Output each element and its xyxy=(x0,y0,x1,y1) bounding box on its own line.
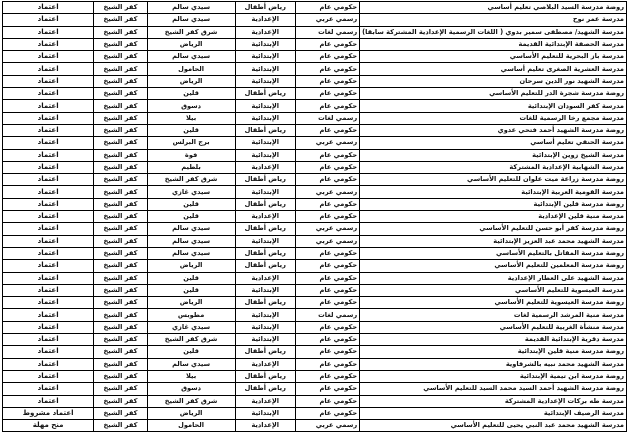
governorate-cell: كفر الشيخ xyxy=(94,38,147,50)
school-name-cell: مدرسة طه بركات الإعدادية المشتركة xyxy=(360,395,627,407)
governorate-cell: كفر الشيخ xyxy=(94,370,147,382)
table-row xyxy=(3,334,627,346)
school-type-cell: رسمي عربي xyxy=(296,420,360,432)
district-cell: سيدي سالم xyxy=(147,14,235,26)
school-name-cell: روضة مدرسة المقاتل بالتعليم الأساسي xyxy=(360,247,627,259)
accreditation-status-cell: اعتماد xyxy=(3,38,94,50)
stage-cell: رياض أطفال xyxy=(235,198,296,210)
district-cell: قلين xyxy=(147,211,235,223)
governorate-cell: كفر الشيخ xyxy=(94,2,147,14)
stage-cell: الإبتدائية xyxy=(235,284,296,296)
district-cell: الرياض xyxy=(147,297,235,309)
governorate-cell: كفر الشيخ xyxy=(94,124,147,136)
district-cell: سيدي غازي xyxy=(147,186,235,198)
district-cell: قلين xyxy=(147,88,235,100)
school-name-cell: مدرسة الشهابية الإعدادية المشتركة xyxy=(360,161,627,173)
governorate-cell: كفر الشيخ xyxy=(94,297,147,309)
stage-cell: الإعدادية xyxy=(235,272,296,284)
governorate-cell: كفر الشيخ xyxy=(94,284,147,296)
table-row xyxy=(3,161,627,173)
school-name-cell: مدرسة العيسوية للتعليم الأساسي xyxy=(360,284,627,296)
table-row xyxy=(3,346,627,358)
school-name-cell: روضة مدرسة كفر أبو حسن للتعليم الأساسي xyxy=(360,223,627,235)
school-type-cell: حكومي عام xyxy=(296,161,360,173)
school-type-cell: حكومي عام xyxy=(296,321,360,333)
governorate-cell: كفر الشيخ xyxy=(94,260,147,272)
table-row xyxy=(3,272,627,284)
governorate-cell: كفر الشيخ xyxy=(94,174,147,186)
accreditation-status-cell: اعتماد xyxy=(3,161,94,173)
accreditation-status-cell: اعتماد xyxy=(3,370,94,382)
accreditation-status-cell: اعتماد xyxy=(3,100,94,112)
school-type-cell: حكومي عام xyxy=(296,284,360,296)
school-type-cell: رسمي لغات xyxy=(296,112,360,124)
stage-cell: رياض أطفال xyxy=(235,2,296,14)
governorate-cell: كفر الشيخ xyxy=(94,383,147,395)
table-row xyxy=(3,235,627,247)
district-cell: بيلا xyxy=(147,112,235,124)
accreditation-status-cell: اعتماد xyxy=(3,383,94,395)
accreditation-status-cell: اعتماد xyxy=(3,321,94,333)
table-row xyxy=(3,88,627,100)
stage-cell: الإعدادية xyxy=(235,161,296,173)
table-body xyxy=(3,2,627,432)
accreditation-status-cell: اعتماد xyxy=(3,124,94,136)
school-type-cell: حكومي عام xyxy=(296,358,360,370)
table-row xyxy=(3,395,627,407)
governorate-cell: كفر الشيخ xyxy=(94,161,147,173)
stage-cell: الإبتدائية xyxy=(235,186,296,198)
district-cell: قلين xyxy=(147,272,235,284)
governorate-cell: كفر الشيخ xyxy=(94,334,147,346)
stage-cell: رياض أطفال xyxy=(235,247,296,259)
school-type-cell: حكومي عام xyxy=(296,395,360,407)
district-cell: شرق كفر الشيخ xyxy=(147,26,235,38)
governorate-cell: كفر الشيخ xyxy=(94,395,147,407)
school-name-cell: مدرسة الشهيد نور الدين سرحان xyxy=(360,75,627,87)
district-cell: شرق كفر الشيخ xyxy=(147,334,235,346)
governorate-cell: كفر الشيخ xyxy=(94,272,147,284)
school-name-cell: مدرسة منشأة الغربية للتعليم الأساسي xyxy=(360,321,627,333)
accreditation-status-cell: اعتماد xyxy=(3,334,94,346)
governorate-cell: كفر الشيخ xyxy=(94,88,147,100)
school-type-cell: حكومي عام xyxy=(296,334,360,346)
accreditation-status-cell: اعتماد xyxy=(3,63,94,75)
school-type-cell: حكومي عام xyxy=(296,88,360,100)
stage-cell: الإعدادية xyxy=(235,395,296,407)
district-cell: الحامول xyxy=(147,63,235,75)
accreditation-status-cell: اعتماد xyxy=(3,51,94,63)
school-name-cell: مدرسة عمر نوح xyxy=(360,14,627,26)
stage-cell: الإبتدائية xyxy=(235,407,296,419)
accreditation-status-cell: اعتماد xyxy=(3,112,94,124)
table-row xyxy=(3,247,627,259)
school-name-cell: مدرسة الشهيد على العطار الإعدادية xyxy=(360,272,627,284)
stage-cell: رياض أطفال xyxy=(235,260,296,272)
district-cell: سيدي سالم xyxy=(147,247,235,259)
district-cell: قلين xyxy=(147,198,235,210)
stage-cell: الإبتدائية xyxy=(235,63,296,75)
table-row xyxy=(3,186,627,198)
table-row xyxy=(3,407,627,419)
school-type-cell: حكومي عام xyxy=(296,75,360,87)
table-row xyxy=(3,174,627,186)
school-name-cell: مدرسة دقرية الإبتدائية القديمة xyxy=(360,334,627,346)
school-type-cell: حكومي عام xyxy=(296,174,360,186)
accreditation-status-cell: اعتماد xyxy=(3,14,94,26)
district-cell: بيلا xyxy=(147,370,235,382)
stage-cell: رياض أطفال xyxy=(235,174,296,186)
school-name-cell: روضة مدرسة السيد البلاصي تعليم أساسي xyxy=(360,2,627,14)
accreditation-status-cell: اعتماد xyxy=(3,235,94,247)
table-row xyxy=(3,38,627,50)
school-type-cell: حكومي عام xyxy=(296,38,360,50)
school-name-cell: مدرسة الشيخ زوين الإبتدائية xyxy=(360,149,627,161)
school-type-cell: حكومي عام xyxy=(296,2,360,14)
schools-accreditation-table xyxy=(2,1,627,432)
school-name-cell: روضة مدرسة قلين الإبتدائية xyxy=(360,198,627,210)
stage-cell: الإبتدائية xyxy=(235,100,296,112)
school-type-cell: حكومي عام xyxy=(296,272,360,284)
school-type-cell: حكومي عام xyxy=(296,149,360,161)
stage-cell: الإعدادية xyxy=(235,26,296,38)
stage-cell: الإبتدائية xyxy=(235,321,296,333)
accreditation-status-cell: اعتماد xyxy=(3,284,94,296)
school-name-cell: روضة مدرسة المعلمين للتعليم الأساسي xyxy=(360,260,627,272)
school-type-cell: حكومي عام xyxy=(296,124,360,136)
stage-cell: رياض أطفال xyxy=(235,223,296,235)
school-name-cell: مدرسة الشهيد محمد عبد العزيز الإبتدائية xyxy=(360,235,627,247)
governorate-cell: كفر الشيخ xyxy=(94,358,147,370)
school-name-cell: مدرسة الحصفة الإبتدائية القديمة xyxy=(360,38,627,50)
district-cell: دسوق xyxy=(147,100,235,112)
accreditation-status-cell: اعتماد xyxy=(3,260,94,272)
table-row xyxy=(3,100,627,112)
school-type-cell: حكومي عام xyxy=(296,100,360,112)
table-row xyxy=(3,383,627,395)
school-name-cell: روضة مدرسة زراعة ميت علوان للتعليم الأساسي xyxy=(360,174,627,186)
stage-cell: الإبتدائية xyxy=(235,309,296,321)
school-name-cell: مدرسة الرصيف الإبتدائية xyxy=(360,407,627,419)
district-cell: سيدي غازي xyxy=(147,321,235,333)
accreditation-status-cell: منح مهلة xyxy=(3,420,94,432)
district-cell: برج البرلس xyxy=(147,137,235,149)
governorate-cell: كفر الشيخ xyxy=(94,51,147,63)
table-row xyxy=(3,198,627,210)
school-type-cell: رسمي لغات xyxy=(296,309,360,321)
school-name-cell: مدرسة الشهيد محمد عبد النبي يحيى للتعليم الأساسي xyxy=(360,420,627,432)
school-name-cell: روضة مدرسة منية قلين الإبتدائية xyxy=(360,346,627,358)
governorate-cell: كفر الشيخ xyxy=(94,309,147,321)
governorate-cell: كفر الشيخ xyxy=(94,75,147,87)
school-type-cell: رسمي عربي xyxy=(296,235,360,247)
table-row xyxy=(3,2,627,14)
district-cell: الرياض xyxy=(147,75,235,87)
school-name-cell: مدرسة منية قلين الإعدادية xyxy=(360,211,627,223)
governorate-cell: كفر الشيخ xyxy=(94,149,147,161)
district-cell: فوة xyxy=(147,149,235,161)
district-cell: سيدي سالم xyxy=(147,223,235,235)
school-type-cell: حكومي عام xyxy=(296,247,360,259)
governorate-cell: كفر الشيخ xyxy=(94,321,147,333)
district-cell: سيدي سالم xyxy=(147,2,235,14)
school-type-cell: رسمي عربي xyxy=(296,186,360,198)
table-row xyxy=(3,223,627,235)
table-row xyxy=(3,26,627,38)
stage-cell: الإبتدائية xyxy=(235,51,296,63)
governorate-cell: كفر الشيخ xyxy=(94,420,147,432)
governorate-cell: كفر الشيخ xyxy=(94,100,147,112)
district-cell: قلين xyxy=(147,124,235,136)
stage-cell: الإبتدائية xyxy=(235,334,296,346)
school-type-cell: حكومي عام xyxy=(296,63,360,75)
school-name-cell: مدرسة العشرية الصغرى تعليم أساسي xyxy=(360,63,627,75)
school-type-cell: حكومي عام xyxy=(296,346,360,358)
governorate-cell: كفر الشيخ xyxy=(94,235,147,247)
accreditation-status-cell: اعتماد xyxy=(3,75,94,87)
district-cell: سيدي سالم xyxy=(147,51,235,63)
table-row xyxy=(3,211,627,223)
school-name-cell: مدرسة منية المرشد الرسمية لغات xyxy=(360,309,627,321)
governorate-cell: كفر الشيخ xyxy=(94,112,147,124)
stage-cell: رياض أطفال xyxy=(235,88,296,100)
stage-cell: الإعدادية xyxy=(235,211,296,223)
stage-cell: الإبتدائية xyxy=(235,137,296,149)
accreditation-status-cell: اعتماد xyxy=(3,198,94,210)
stage-cell: الإبتدائية xyxy=(235,149,296,161)
table-row xyxy=(3,124,627,136)
district-cell: الرياض xyxy=(147,407,235,419)
stage-cell: الإبتدائية xyxy=(235,235,296,247)
table-row xyxy=(3,321,627,333)
accreditation-status-cell: اعتماد xyxy=(3,211,94,223)
school-type-cell: رسمي عربي xyxy=(296,137,360,149)
accreditation-status-cell: اعتماد xyxy=(3,223,94,235)
governorate-cell: كفر الشيخ xyxy=(94,346,147,358)
accreditation-status-cell: اعتماد xyxy=(3,247,94,259)
accreditation-status-cell: اعتماد xyxy=(3,297,94,309)
accreditation-status-cell: اعتماد xyxy=(3,186,94,198)
stage-cell: الإبتدائية xyxy=(235,75,296,87)
table-row xyxy=(3,370,627,382)
school-name-cell: روضة مدرسة الشهيد أحمد السيد محمد السيد للتعليم الأساسي xyxy=(360,383,627,395)
table-row xyxy=(3,137,627,149)
school-type-cell: رسمي عربي xyxy=(296,223,360,235)
table-row xyxy=(3,63,627,75)
school-name-cell: مدرسة كفر السودان الإبتدائية xyxy=(360,100,627,112)
accreditation-status-cell: اعتماد xyxy=(3,174,94,186)
school-type-cell: حكومي عام xyxy=(296,211,360,223)
stage-cell: الإعدادية xyxy=(235,358,296,370)
table-row xyxy=(3,309,627,321)
stage-cell: الإعدادية xyxy=(235,14,296,26)
stage-cell: الإعدادية xyxy=(235,420,296,432)
school-name-cell: روضة مدرسة ابن تيمية الإبتدائية xyxy=(360,370,627,382)
stage-cell: الإبتدائية xyxy=(235,38,296,50)
governorate-cell: كفر الشيخ xyxy=(94,63,147,75)
accreditation-status-cell: اعتماد xyxy=(3,137,94,149)
school-name-cell: روضة مدرسة شجرة الدر للتعليم الأساسي xyxy=(360,88,627,100)
district-cell: الرياض xyxy=(147,260,235,272)
table-row xyxy=(3,284,627,296)
stage-cell: رياض أطفال xyxy=(235,383,296,395)
stage-cell: رياض أطفال xyxy=(235,124,296,136)
district-cell: دسوق xyxy=(147,383,235,395)
accreditation-status-cell: اعتماد xyxy=(3,88,94,100)
table-row xyxy=(3,51,627,63)
district-cell: قلين xyxy=(147,346,235,358)
school-name-cell: مدرسة الشهيد محمد نبيه بالشرقاوية xyxy=(360,358,627,370)
school-name-cell: روضة مدرسة الشهيد أحمد فتحي عدوي xyxy=(360,124,627,136)
governorate-cell: كفر الشيخ xyxy=(94,137,147,149)
school-type-cell: حكومي عام xyxy=(296,407,360,419)
accreditation-status-cell: اعتماد مشروط xyxy=(3,407,94,419)
accreditation-status-cell: اعتماد xyxy=(3,272,94,284)
accreditation-status-cell: اعتماد xyxy=(3,26,94,38)
school-type-cell: حكومي عام xyxy=(296,260,360,272)
stage-cell: رياض أطفال xyxy=(235,297,296,309)
stage-cell: رياض أطفال xyxy=(235,346,296,358)
accreditation-status-cell: اعتماد xyxy=(3,346,94,358)
district-cell: شرق كفر الشيخ xyxy=(147,174,235,186)
table-row xyxy=(3,420,627,432)
school-name-cell: مدرسة الحنفي تعليم أساسي xyxy=(360,137,627,149)
governorate-cell: كفر الشيخ xyxy=(94,198,147,210)
accreditation-status-cell: اعتماد xyxy=(3,358,94,370)
table-row xyxy=(3,75,627,87)
accreditation-status-cell: اعتماد xyxy=(3,309,94,321)
governorate-cell: كفر الشيخ xyxy=(94,186,147,198)
accreditation-status-cell: اعتماد xyxy=(3,395,94,407)
school-type-cell: حكومي عام xyxy=(296,370,360,382)
table-row xyxy=(3,112,627,124)
table-row xyxy=(3,358,627,370)
district-cell: الرياض xyxy=(147,38,235,50)
table-row xyxy=(3,14,627,26)
school-type-cell: حكومي عام xyxy=(296,297,360,309)
school-name-cell: مدرسة مجمع رخا الرسمية للغات xyxy=(360,112,627,124)
governorate-cell: كفر الشيخ xyxy=(94,14,147,26)
school-name-cell: مدرسة باز البحرية للتعليم الأساسي xyxy=(360,51,627,63)
governorate-cell: كفر الشيخ xyxy=(94,211,147,223)
district-cell: قلين xyxy=(147,284,235,296)
table-row xyxy=(3,260,627,272)
governorate-cell: كفر الشيخ xyxy=(94,247,147,259)
district-cell: شرق كفر الشيخ xyxy=(147,395,235,407)
accreditation-status-cell: اعتماد xyxy=(3,149,94,161)
school-type-cell: رسمي عربي xyxy=(296,14,360,26)
district-cell: سيدي سالم xyxy=(147,235,235,247)
accreditation-status-cell: اعتماد xyxy=(3,2,94,14)
governorate-cell: كفر الشيخ xyxy=(94,26,147,38)
school-name-cell: مدرسة الشهيد/ مصطفى سمير بدوي ( اللغات الرسمية الإعدادية المشتركة سابقا) xyxy=(360,26,627,38)
district-cell: مطوبس xyxy=(147,309,235,321)
governorate-cell: كفر الشيخ xyxy=(94,223,147,235)
school-type-cell: حكومي عام xyxy=(296,198,360,210)
school-type-cell: رسمي لغات xyxy=(296,26,360,38)
school-name-cell: روضة مدرسة العيسوية للتعليم الأساسي xyxy=(360,297,627,309)
district-cell: الحامول xyxy=(147,420,235,432)
table-row xyxy=(3,297,627,309)
governorate-cell: كفر الشيخ xyxy=(94,407,147,419)
table-row xyxy=(3,149,627,161)
stage-cell: الإبتدائية xyxy=(235,112,296,124)
district-cell: بلطيم xyxy=(147,161,235,173)
stage-cell: رياض أطفال xyxy=(235,370,296,382)
school-name-cell: مدرسة القومية العربية الإبتدائية xyxy=(360,186,627,198)
school-type-cell: حكومي عام xyxy=(296,51,360,63)
school-type-cell: حكومي عام xyxy=(296,383,360,395)
district-cell: سيدي سالم xyxy=(147,358,235,370)
